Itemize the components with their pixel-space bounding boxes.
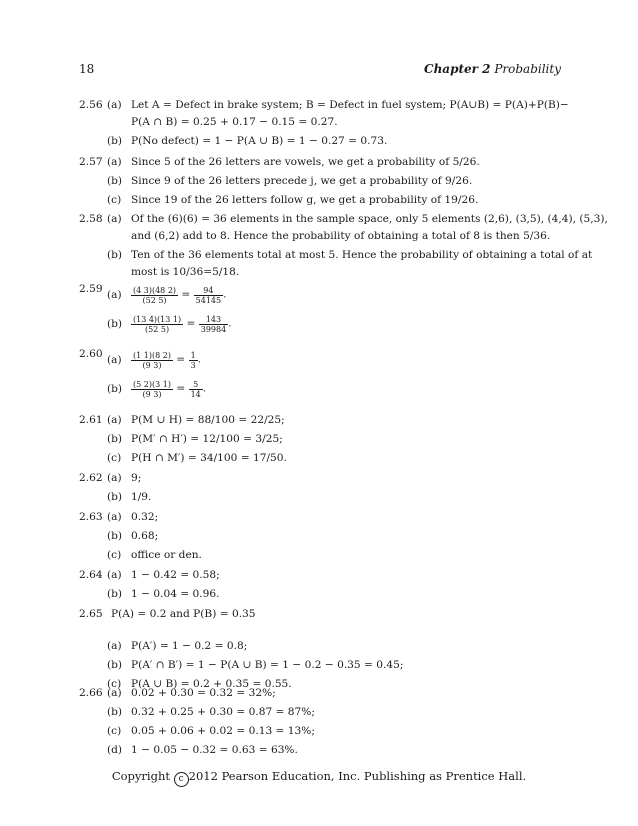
answer-part	[107, 97, 569, 114]
answer-text: 0.32;	[131, 511, 159, 523]
answer-part	[107, 657, 403, 674]
result-denominator: 3	[190, 360, 196, 370]
answer-part	[107, 489, 151, 506]
running-header	[424, 62, 561, 76]
answer-part	[107, 586, 220, 603]
fraction-denominator	[131, 390, 173, 400]
part-label: (b)	[107, 383, 123, 395]
problem-number: 2.66	[79, 687, 103, 699]
answer-text: P(M′ ∩ H′) = 12/100 = 3/25;	[131, 433, 283, 445]
part-label: (b)	[107, 706, 123, 718]
result-fraction	[194, 286, 223, 305]
answer-part	[107, 450, 287, 467]
part-label: (c)	[107, 452, 122, 464]
part-label: (b)	[107, 530, 123, 542]
result-fraction	[189, 380, 203, 399]
problem-number: 2.64	[79, 569, 103, 581]
binomial: (13 4)	[133, 314, 158, 324]
answer-part	[107, 133, 387, 150]
part-label: (b)	[107, 588, 123, 600]
part-label: (a)	[107, 99, 122, 111]
answer-part	[107, 247, 592, 264]
equals-sign: =	[172, 382, 189, 395]
result-fraction	[199, 315, 228, 334]
problem-number: 2.56	[79, 99, 103, 111]
answer-text: P(H ∩ M′) = 34/100 = 17/50.	[131, 452, 287, 464]
part-label: (c)	[107, 725, 122, 737]
answer-text: P(M ∪ H) = 88/100 = 22/25;	[131, 414, 285, 426]
binomial-fraction	[131, 314, 183, 334]
binomial: (5 2)	[133, 379, 152, 389]
fraction-numerator	[131, 379, 173, 390]
problem-number: 2.62	[79, 472, 103, 484]
part-label: (a)	[107, 213, 122, 225]
answer-text: office or den.	[131, 549, 202, 561]
answer-text: 0.05 + 0.06 + 0.02 = 0.13 = 13%;	[131, 725, 315, 737]
chapter-title: Probability	[494, 62, 561, 76]
binomial-fraction	[131, 350, 173, 370]
part-label: (a)	[107, 511, 122, 523]
copyright-footer	[0, 769, 638, 787]
answer-text: Let A = Defect in brake system; B = Defect in fuel system; P(A∪B) = P(A)+P(B)−	[131, 99, 569, 111]
chapter-label: Chapter 2	[424, 62, 491, 76]
problem-number: 2.57	[79, 156, 103, 168]
result-denominator: 14	[190, 389, 201, 399]
answer-part	[107, 723, 315, 740]
answer-text: 1 − 0.05 − 0.32 = 0.63 = 63%.	[131, 744, 298, 756]
answer-text: P(A ∪ B) = 0.2 + 0.35 = 0.55.	[131, 678, 292, 690]
part-label: (a)	[107, 289, 122, 301]
answer-text: 9;	[131, 472, 142, 484]
problem-number: 2.58	[79, 213, 103, 225]
answer-part	[107, 470, 141, 487]
terminal-punctuation: .	[223, 288, 227, 301]
equals-sign: =	[178, 288, 194, 301]
part-label: (a)	[107, 414, 122, 426]
part-label: (b)	[107, 491, 123, 503]
result-numerator: 143	[199, 315, 228, 325]
answer-continuation: P(A ∩ B) = 0.25 + 0.17 − 0.15 = 0.27.	[131, 116, 338, 128]
terminal-punctuation: .	[228, 317, 232, 330]
problem-2-65	[79, 606, 569, 690]
answer-text: Since 19 of the 26 letters follow g, we get a probability of 19/26.	[131, 194, 479, 206]
result-denominator: 54145	[195, 295, 222, 305]
fraction-numerator	[131, 314, 183, 325]
result-denominator: 39984	[200, 324, 227, 334]
binomial-fraction	[131, 379, 173, 399]
terminal-punctuation: .	[202, 382, 207, 395]
part-label: (b)	[107, 175, 123, 187]
part-label: (c)	[107, 549, 122, 561]
result-numerator: 5	[189, 380, 203, 390]
part-label: (b)	[107, 318, 123, 330]
answer-text: 0.32 + 0.25 + 0.30 = 0.87 = 87%;	[131, 706, 315, 718]
binomial: (9 3)	[142, 361, 162, 370]
problem-number: 2.65	[79, 608, 103, 620]
binomial: (3 1)	[151, 379, 171, 389]
answer-part	[107, 192, 478, 209]
part-label: (a)	[107, 156, 122, 168]
answer-text: P(No defect) = 1 − P(A ∪ B) = 1 − 0.27 = 0.73.	[131, 135, 388, 147]
part-label: (a)	[107, 640, 122, 652]
answer-part	[107, 685, 276, 702]
answer-text: 0.02 + 0.30 = 0.32 = 32%;	[131, 687, 276, 699]
answer-text: 1/9.	[131, 491, 152, 503]
answer-part	[107, 211, 608, 228]
answer-part	[107, 350, 201, 370]
fraction-numerator	[131, 350, 173, 361]
answer-text: Of the (6)(6) = 36 elements in the sample space, only 5 elements (2,6), (3,5), (4,4), (5,3),	[131, 213, 608, 225]
binomial: (8 2)	[151, 350, 171, 360]
answer-text: 1 − 0.42 = 0.58;	[131, 569, 220, 581]
answer-part	[107, 528, 158, 545]
answer-part	[107, 509, 158, 526]
answer-part	[107, 285, 226, 305]
equals-sign: =	[183, 317, 199, 330]
part-label: (c)	[107, 678, 122, 690]
answer-part	[107, 412, 285, 429]
part-label: (b)	[107, 249, 123, 261]
binomial: (52 5)	[145, 325, 170, 334]
answer-part	[107, 704, 315, 721]
answer-part	[107, 742, 298, 759]
binomial-fraction	[131, 285, 178, 305]
answer-part	[107, 173, 472, 190]
answer-part	[107, 638, 247, 655]
answer-part	[107, 547, 202, 564]
part-label: (d)	[107, 744, 123, 756]
binomial: (48 2)	[151, 285, 177, 295]
problem-2-66	[79, 685, 569, 765]
binomial: (52 5)	[142, 296, 167, 305]
binomial: (13 1)	[157, 314, 182, 324]
part-label: (a)	[107, 354, 122, 366]
terminal-punctuation: .	[197, 353, 202, 366]
binomial: (9 3)	[142, 390, 162, 399]
page-number: 18	[79, 62, 95, 76]
answer-part	[107, 154, 480, 171]
answer-text: P(A′ ∩ B′) = 1 − P(A ∪ B) = 1 − 0.2 − 0.35 = 0.45;	[131, 659, 404, 671]
part-label: (c)	[107, 194, 122, 206]
fraction-denominator	[131, 361, 173, 371]
problem-number: 2.60	[79, 348, 103, 360]
answer-text: Since 9 of the 26 letters precede j, we get a probability of 9/26.	[131, 175, 473, 187]
copyright-icon: c	[174, 772, 189, 787]
binomial: (1 1)	[133, 350, 152, 360]
part-label: (a)	[107, 472, 122, 484]
answer-text: 0.68;	[131, 530, 159, 542]
problem-2-58	[79, 211, 608, 291]
part-label: (b)	[107, 135, 123, 147]
part-label: (b)	[107, 659, 123, 671]
result-numerator: 94	[194, 286, 223, 296]
answer-continuation: most is 10/36=5/18.	[131, 266, 240, 278]
result-numerator: 1	[190, 350, 196, 360]
problem-number: 2.61	[79, 414, 103, 426]
copyright-text-after: 2012 Pearson Education, Inc. Publishing as Prentice Hall.	[188, 769, 527, 783]
problem-number: 2.63	[79, 511, 103, 523]
answer-text: 1 − 0.04 = 0.96.	[131, 588, 220, 600]
fraction-denominator	[131, 325, 183, 335]
problem-number: 2.59	[79, 283, 103, 295]
copyright-text-before: Copyright	[111, 769, 170, 783]
part-label: (b)	[107, 433, 123, 445]
fraction-numerator	[131, 285, 178, 296]
answer-part	[107, 314, 232, 334]
equals-sign: =	[172, 353, 189, 366]
answer-part	[107, 567, 220, 584]
answer-text: Ten of the 36 elements total at most 5. Hence the probability of obtaining a total of at	[131, 249, 593, 261]
answer-continuation: and (6,2) add to 8. Hence the probability of obtaining a total of 8 is then 5/36.	[131, 230, 551, 242]
binomial: (4 3)	[133, 285, 152, 295]
part-label: (a)	[107, 569, 122, 581]
problem-stem: P(A) = 0.2 and P(B) = 0.35	[111, 608, 256, 620]
answer-text: P(A′) = 1 − 0.2 = 0.8;	[131, 640, 248, 652]
result-fraction	[189, 351, 198, 370]
fraction-denominator	[131, 296, 178, 306]
answer-part	[107, 379, 206, 399]
part-label: (a)	[107, 687, 122, 699]
answer-text: Since 5 of the 26 letters are vowels, we get a probability of 5/26.	[131, 156, 480, 168]
answer-part	[107, 431, 283, 448]
